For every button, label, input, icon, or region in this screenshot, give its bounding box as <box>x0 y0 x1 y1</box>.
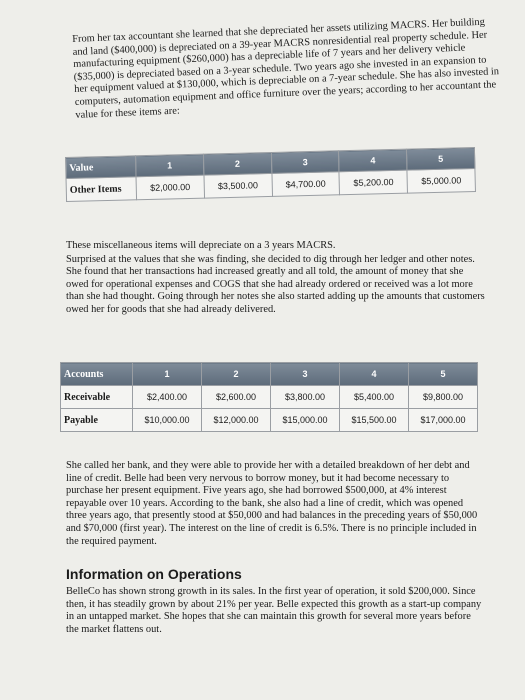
table-cell: $17,000.00 <box>409 409 478 432</box>
table-header-row <box>61 363 478 386</box>
accounts-table <box>60 362 478 432</box>
header-cell-year-4: 4 <box>340 363 409 386</box>
bank-debt-paragraph: She called her bank, and they were able to provide her with a detailed breakdown of her debt and line of credit. Belle had been very nervous to borrow money, but it had become necessary to purchase her present equipment. Five years ago, she had borrowed $500,000, at 4% interest repayable over 10 years. According to the bank, she also had a line of credit, which was opened three years ago, that presently stood at $50,000 and had balances in the preceding years of $50,000 and $70,000 (first year). The interest on the line of credit is 6.5%. There is no principle included in the required payment. <box>66 460 478 547</box>
header-cell-value: Value <box>66 156 136 179</box>
macrs-note: These miscellaneous items will depreciate on a 3 years MACRS. <box>66 240 336 251</box>
header-cell-year-5: 5 <box>409 363 478 386</box>
header-cell-year-2: 2 <box>202 363 271 386</box>
table-cell: $3,500.00 <box>204 173 272 198</box>
intro-paragraph: From her tax accountant she learned that she depreciated her assets utilizing MACRS. Her building and land ($400,000) is depreciated on a 39-year MACRS nonresidential real property schedule. Her manufacturing equipment ($260,000) has a depreciable life of 7 years and her delivery vehicle ($35,000) is depreciated based on a 3-year schedule. Two years ago she invested in an expansion to her equipment valued at $130,000, which is depreciable on a 7-year schedule. She has also invested in computers, automation equipment and office furniture over the years; according to her accountant the value for these items are: <box>72 16 500 121</box>
table-cell: $2,400.00 <box>133 386 202 409</box>
operations-heading: Information on Operations <box>66 566 242 582</box>
table-cell: $5,200.00 <box>339 170 407 195</box>
header-cell-year-3: 3 <box>271 151 339 174</box>
header-cell-year-4: 4 <box>339 149 407 172</box>
table-cell: $3,800.00 <box>271 386 340 409</box>
table-cell: $2,600.00 <box>202 386 271 409</box>
header-cell-year-1: 1 <box>133 363 202 386</box>
row-label-other-items: Other Items <box>66 177 137 202</box>
header-cell-year-5: 5 <box>407 147 475 170</box>
table-cell: $5,400.00 <box>340 386 409 409</box>
table-cell: $15,500.00 <box>340 409 409 432</box>
ledger-paragraph <box>66 240 486 317</box>
header-cell-year-2: 2 <box>203 152 271 175</box>
table-cell: $4,700.00 <box>272 172 340 197</box>
row-label-payable: Payable <box>61 409 133 432</box>
row-label-receivable: Receivable <box>61 386 133 409</box>
header-cell-year-1: 1 <box>135 154 203 177</box>
operations-paragraph: BelleCo has shown strong growth in its sales. In the first year of operation, it sold $200,000. Since then, it has steadily grown by about 21% per year. Belle expected this growth as a start-up company in an untapped market. She hopes that she can maintain this growth for several more years before the market flattens out. <box>66 586 482 635</box>
ledger-text: Surprised at the values that she was finding, she decided to dig through her ledger and other notes. She found that her transactions had increased greatly and all told, the amount of money that she owed for operational expenses and COGS that she had already ordered or received was a lot more than she had thought. Going through her notes she also started adding up the amounts that customers owed her for goods that she had already delivered. <box>66 253 485 315</box>
table-cell: $9,800.00 <box>409 386 478 409</box>
header-cell-accounts: Accounts <box>61 363 133 386</box>
other-items-table <box>65 147 476 202</box>
table-cell: $10,000.00 <box>133 409 202 432</box>
table-row <box>61 386 478 409</box>
table-cell: $2,000.00 <box>136 175 204 200</box>
table-row <box>61 409 478 432</box>
table-cell: $12,000.00 <box>202 409 271 432</box>
table-cell: $15,000.00 <box>271 409 340 432</box>
table-cell: $5,000.00 <box>407 168 475 193</box>
header-cell-year-3: 3 <box>271 363 340 386</box>
